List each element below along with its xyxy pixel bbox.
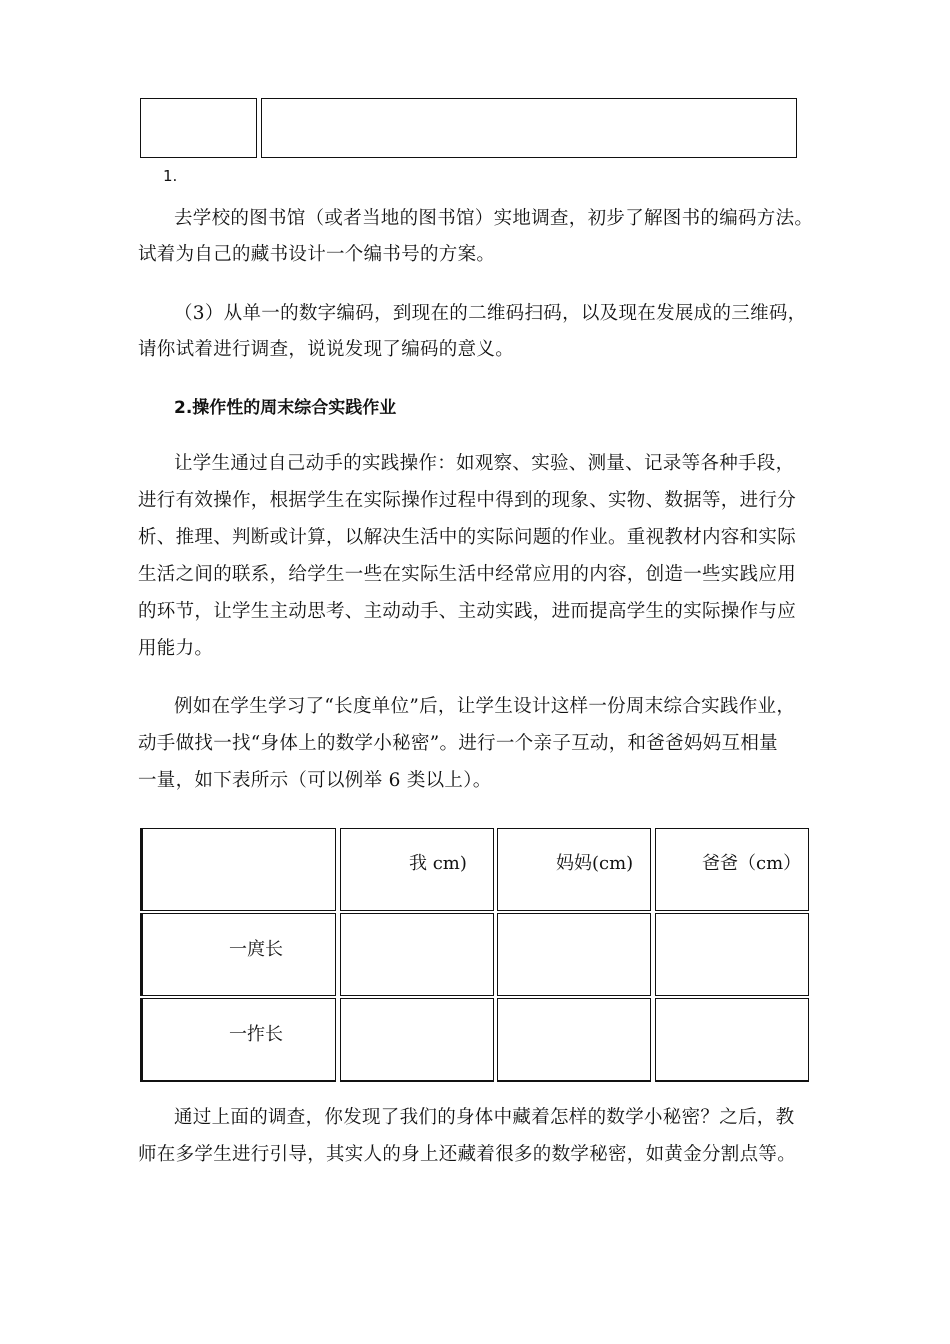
paragraph-line: （3）从单一的数字编码，到现在的二维码扫码，以及现在发展成的三维码， — [174, 303, 807, 324]
table-header-label: 我 cm) — [409, 853, 467, 874]
paragraph-line: 析、推理、判断或计算，以解决生活中的实际问题的作业。重视教材内容和实际 — [138, 527, 797, 548]
paragraph-line: 让学生通过自己动手的实践操作：如观察、实验、测量、记录等各种手段， — [174, 453, 795, 474]
table-row-label: 一拃长 — [229, 1024, 283, 1045]
section-heading: 2.操作性的周末综合实践作业 — [174, 398, 397, 418]
table-header-cell — [340, 828, 494, 911]
paragraph-line: 进行有效操作，根据学生在实际操作过程中得到的现象、实物、数据等，进行分 — [138, 490, 797, 511]
paragraph-line: 师在多学生进行引导，其实人的身上还藏着很多的数学秘密，如黄金分割点等。 — [138, 1144, 797, 1165]
paragraph-line: 试着为自己的藏书设计一个编书号的方案。 — [138, 244, 496, 265]
top-table-cell-2 — [261, 98, 797, 158]
table-data-cell — [497, 913, 651, 996]
table-row-label-cell — [140, 913, 336, 996]
table-data-cell — [340, 913, 494, 996]
list-marker: 1. — [163, 167, 178, 185]
table-data-cell — [340, 998, 494, 1082]
table-header-cell — [655, 828, 809, 911]
table-row-label-cell — [140, 998, 336, 1082]
table-row-label: 一庹长 — [229, 939, 283, 960]
paragraph-line: 的环节，让学生主动思考、主动动手、主动实践，进而提高学生的实际操作与应 — [138, 601, 797, 622]
table-data-cell — [655, 998, 809, 1082]
paragraph-line: 通过上面的调查，你发现了我们的身体中藏着怎样的数学小秘密？之后，教 — [174, 1107, 795, 1128]
top-table-cell-1 — [140, 98, 257, 158]
paragraph-line: 一量，如下表所示（可以例举 6 类以上）。 — [138, 770, 492, 791]
table-data-cell — [655, 913, 809, 996]
table-header-cell — [140, 828, 336, 911]
paragraph-line: 动手做找一找“身体上的数学小秘密”。进行一个亲子互动，和爸爸妈妈互相量 — [138, 733, 778, 754]
table-data-cell — [497, 998, 651, 1082]
paragraph-line: 请你试着进行调查，说说发现了编码的意义。 — [138, 339, 515, 360]
paragraph-line: 去学校的图书馆（或者当地的图书馆）实地调查，初步了解图书的编码方法。 — [174, 208, 814, 229]
table-header-label: 爸爸（cm） — [702, 853, 802, 874]
paragraph-line: 例如在学生学习了“长度单位”后，让学生设计这样一份周末综合实践作业， — [174, 696, 796, 717]
table-header-label: 妈妈(cm) — [556, 853, 634, 874]
table-header-cell — [497, 828, 651, 911]
paragraph-line: 用能力。 — [138, 638, 214, 659]
paragraph-line: 生活之间的联系，给学生一些在实际生活中经常应用的内容，创造一些实践应用 — [138, 564, 797, 585]
